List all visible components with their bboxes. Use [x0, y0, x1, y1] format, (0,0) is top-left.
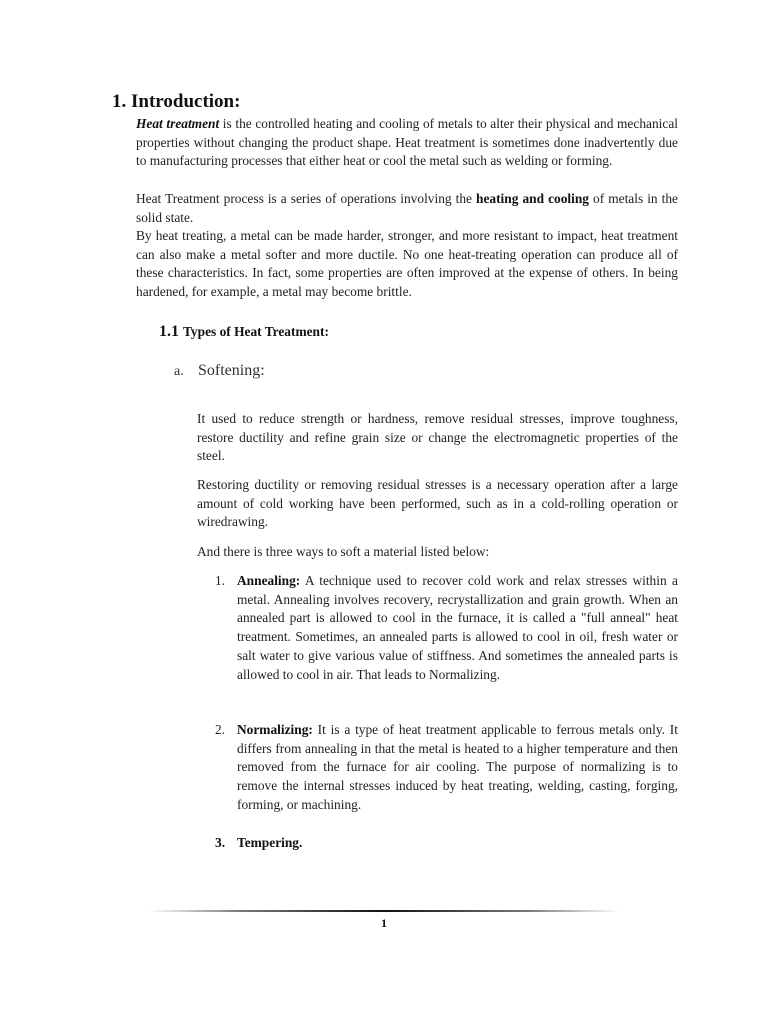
- intro-paragraph-2: [136, 190, 678, 227]
- softening-paragraph-2: Restoring ductility or removing residual stresses is a necessary operation after a large amount of cold working have been performed, such as in a cold-rolling operation or wiredrawing.: [197, 477, 678, 530]
- list-item-normalizing: [215, 721, 678, 815]
- term-heating-and-cooling: heating and cooling: [476, 191, 589, 206]
- intro-paragraph-3: By heat treating, a metal can be made harder, stronger, and more resistant to impact, heat treatment can also make a metal softer and more ductile. No one heat-treating operation can produce all of these characteristics. In fact, some properties are often improved at the expense of others. In being hardened, for example, a metal may become brittle.: [136, 228, 678, 300]
- list-number: 1.: [215, 573, 226, 588]
- intro-paragraph-2-start: Heat Treatment process is a series of operations involving the: [136, 191, 477, 206]
- term-heat-treatment: Heat treatment: [136, 116, 220, 131]
- list-item-text: [237, 834, 678, 853]
- subsection-title: Types of Heat Treatment:: [183, 324, 329, 339]
- term-annealing: Annealing:: [237, 573, 301, 588]
- list-item-text: [237, 572, 678, 684]
- list-number: 3.: [215, 835, 226, 850]
- footer-divider: [148, 910, 620, 912]
- annealing-description: A technique used to recover cold work and relax stresses within a metal. Annealing involves recovery, recrystallization and grain growth. When an annealed part is allowed to cool in the furnace, it is called a "full anneal" heat treatment. Sometimes, an annealed parts is allowed to cool in oil, fresh water or salt water to give various value of stiffness. And sometimes the annealed parts is allowed to cool in air. That leads to Normalizing.: [237, 573, 678, 682]
- intro-paragraph-2-end: of metals in the solid state.: [136, 191, 678, 225]
- softening-paragraph-1: It used to reduce strength or hardness, remove residual stresses, improve toughness, restore ductility and refine grain size or change the electromagnetic properties of the steel.: [197, 411, 678, 464]
- list-item-annealing: [215, 572, 678, 684]
- intro-paragraph-1-text: is the controlled heating and cooling of metals to alter their physical and mechanical properties without changing the product shape. Heat treatment is sometimes done inadvertently due to manufacturing processes that either heat or cool the metal such as welding or forming.: [136, 116, 678, 169]
- page-number: 1: [381, 916, 387, 930]
- softening-letter: a.: [174, 364, 184, 379]
- normalizing-description: It is a type of heat treatment applicable to ferrous metals only. It differs from annealing in that the metal is heated to a higher temperature and then removed from the furnace for air cooling. The purpose of normalizing is to remove the internal stresses induced by heat treating, welding, casting, forging, forming, or machining.: [237, 722, 678, 812]
- list-item-tempering: [215, 834, 678, 853]
- subsection-heading-types: [159, 323, 329, 341]
- term-tempering: Tempering.: [237, 835, 303, 850]
- subsection-number: 1.1: [159, 323, 179, 340]
- list-item-text: [237, 721, 678, 815]
- list-number: 2.: [215, 722, 226, 737]
- softening-paragraph-3: And there is three ways to soft a material listed below:: [197, 544, 490, 559]
- intro-paragraph-1: [136, 115, 678, 171]
- term-normalizing: Normalizing:: [237, 722, 313, 737]
- softening-heading: [174, 362, 265, 380]
- section-heading-introduction: 1. Introduction:: [112, 91, 241, 112]
- softening-title: Softening:: [198, 362, 265, 379]
